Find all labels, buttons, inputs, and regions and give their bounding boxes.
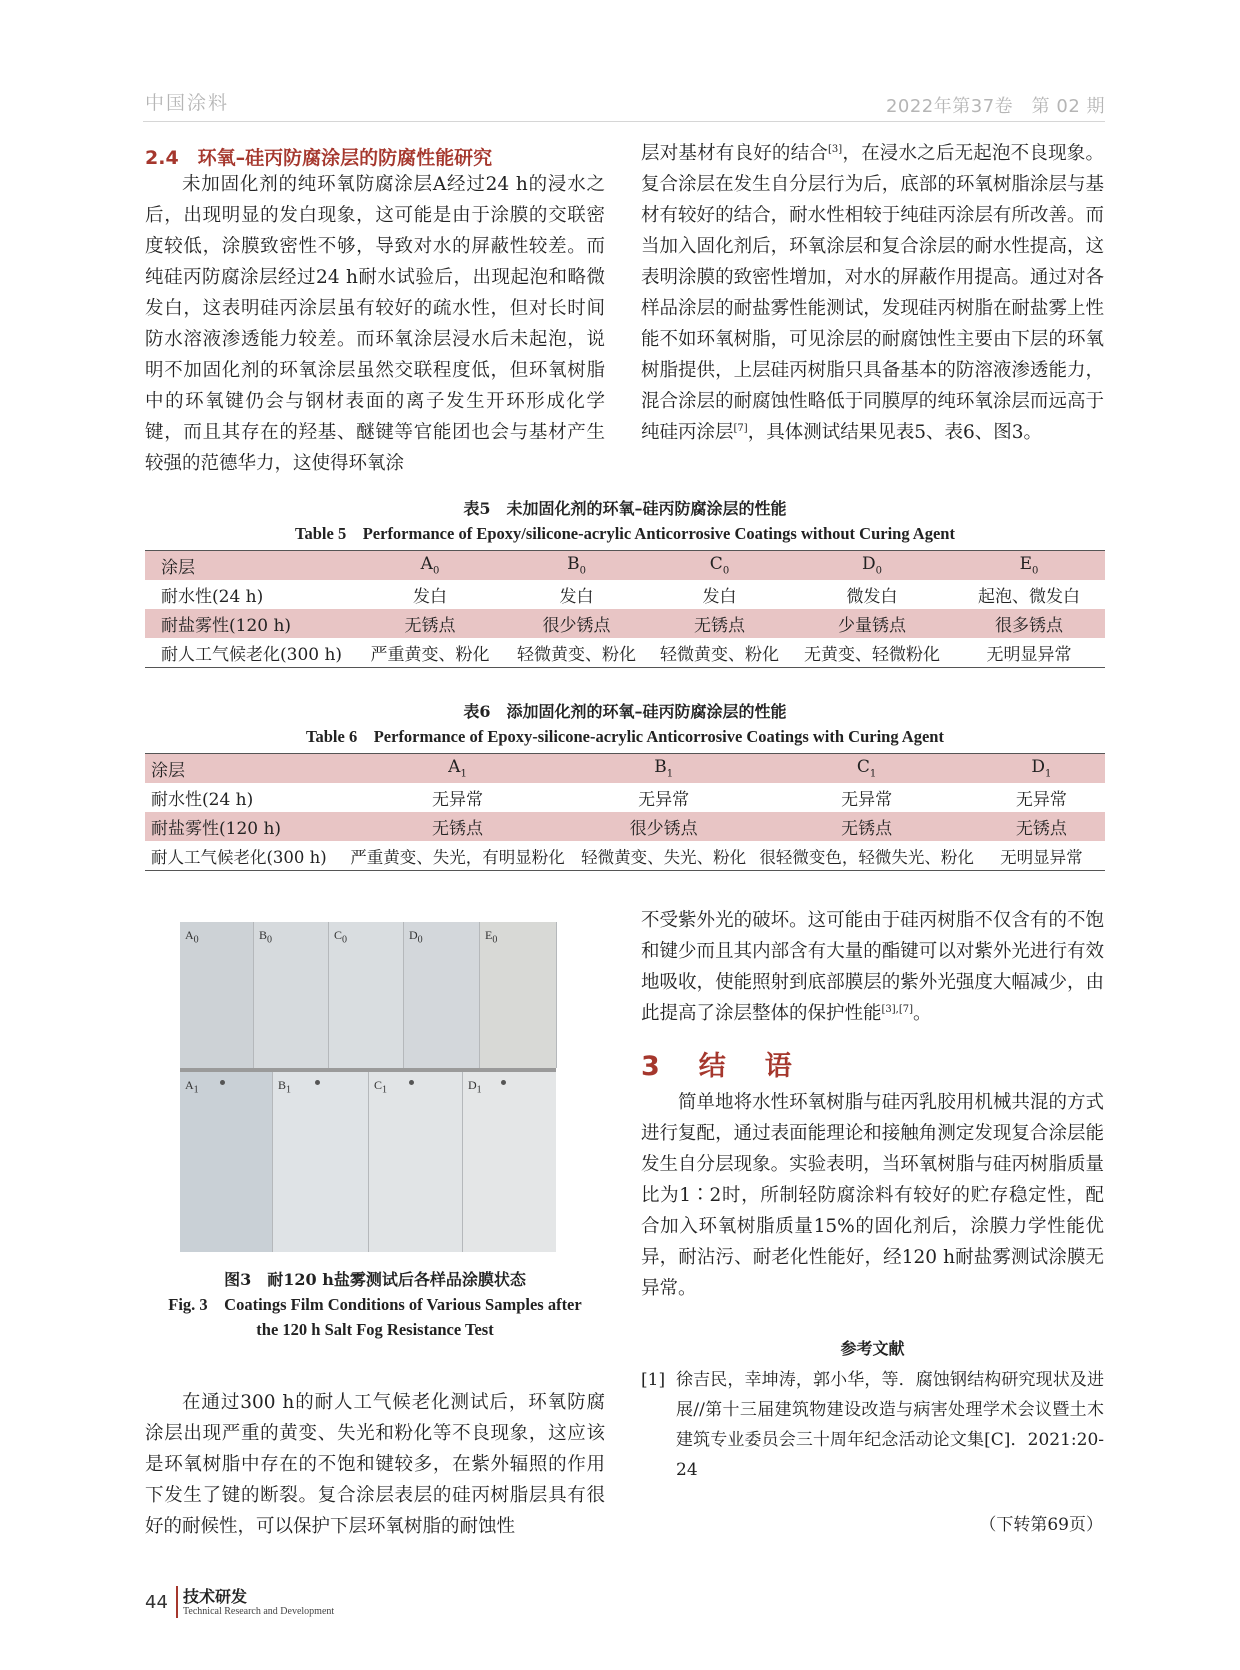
section-title-2-4: 2.4 环氧–硅丙防腐涂层的防腐性能研究 [145, 147, 493, 169]
table5-header-label: 涂层 [145, 551, 355, 581]
header-rule [143, 121, 1105, 122]
footer-divider [176, 1586, 178, 1618]
sample-panel-e0: $E_0$ [480, 922, 557, 1068]
reference-num-1: [1] [641, 1370, 666, 1390]
table-row: 耐人工气候老化(300 h) 严重黄变、失光，有明显粉化 轻微黄变、失光、粉化 很轻微变色，轻微失光、粉化 无明显异常 [145, 841, 1105, 871]
reference-text-1: 徐吉民，幸坤涛，郭小华，等．腐蚀钢结构研究现状及进展//第十三届建筑物建设改造与病害处理学术会议暨土木建筑专业委员会三十周年纪念活动论文集[C]．2021:20-24 [676, 1370, 1104, 1480]
table6-col-d1: $D_1$ [978, 754, 1105, 784]
sample-panel-c1: $C_1$ [369, 1072, 463, 1252]
page-number: 44 [145, 1592, 168, 1613]
table5-col-d0: $D_0$ [791, 551, 953, 581]
table5-header-row [145, 551, 1105, 581]
table6-col-a1: $A_1$ [343, 754, 572, 784]
table-row: 耐水性(24 h) 发白 发白 发白 微发白 起泡、微发白 [161, 587, 1080, 607]
sample-panel-a0: $A_0$ [180, 922, 254, 1068]
sample-panel-d1: $D_1$ [463, 1072, 556, 1252]
table6 [145, 753, 1105, 871]
paragraph-left-top: 未加固化剂的纯环氧防腐涂层A经过24 h的浸水之后，出现明显的发白现象，这可能是由于涂膜的交联密度较低，涂膜致密性不够，导致对水的屏蔽性较差。而纯硅丙防腐涂层经过24 h耐水试验后，出现起泡和略微发白，这表明硅丙涂层虽有较好的疏水性，但对长时间防水溶液渗透能力较差。而环氧涂层浸水后未起泡，说明不加固化剂的环氧涂层虽然交联程度低，但环氧树脂中的环氧键仍会与钢材表面的离子发生开环形成化学键，而且其存在的羟基、醚键等官能团也会与基材产生较强的范德华力，这使得环氧涂 [145, 174, 605, 474]
sample-panel-b0: $B_0$ [254, 922, 329, 1068]
table6-col-c1: $C_1$ [755, 754, 978, 784]
continued-note: （下转第69页） [979, 1515, 1103, 1535]
table6-col-b1: $B_1$ [572, 754, 755, 784]
table5-col-b0: $B_0$ [505, 551, 648, 581]
figure3-caption-en-line1: Fig. 3 Coatings Film Conditions of Various Samples after [168, 1295, 582, 1314]
footer-section-cn: 技术研发 [183, 1587, 248, 1606]
table5-caption-en: Table 5 Performance of Epoxy/silicone-acrylic Anticorrosive Coatings without Curing Agent [295, 524, 955, 543]
sample-panel-b1: $B_1$ [273, 1072, 369, 1252]
references-title: 参考文献 [840, 1339, 905, 1358]
table5 [145, 550, 1105, 668]
table5-col-a0: $A_0$ [355, 551, 505, 581]
table5-col-c0: $C_0$ [648, 551, 791, 581]
figure3-photo [180, 922, 556, 1252]
paragraph-left-bottom: 在通过300 h的耐人工气候老化测试后，环氧防腐涂层出现严重的黄变、失光和粉化等不良现象，这应该是环氧树脂中存在的不饱和键较多，在紫外辐照的作用下发生了键的断裂。复合涂层表层的硅丙树脂层具有很好的耐候性，可以保护下层环氧树脂的耐蚀性 [145, 1392, 605, 1537]
table6-header-label: 涂层 [145, 754, 343, 784]
sample-panel-a1: $A_1$ [180, 1072, 273, 1252]
figure3-caption-en-line2: the 120 h Salt Fog Resistance Test [256, 1320, 494, 1339]
footer-section-en: Technical Research and Development [183, 1606, 335, 1617]
table-row: 耐人工气候老化(300 h) 严重黄变、粉化 轻微黄变、粉化 轻微黄变、粉化 无黄变、轻微粉化 无明显异常 [145, 638, 1105, 668]
table-row: 耐盐雾性(120 h) 无锈点 很少锈点 无锈点 少量锈点 很多锈点 [145, 609, 1105, 638]
paragraph-conclusion: 简单地将水性环氧树脂与硅丙乳胶用机械共混的方式进行复配，通过表面能理论和接触角测定发现复合涂层能发生自分层现象。实验表明，当环氧树脂与硅丙树脂质量比为1∶2时，所制轻防腐涂料有较好的贮存稳定性，配合加入环氧树脂质量15%的固化剂后，涂膜力学性能优异，耐沾污、耐老化性能好，经120 h耐盐雾测试涂膜无异常。 [641, 1092, 1104, 1299]
table5-col-e0: $E_0$ [953, 551, 1105, 581]
paragraph-right-top: 层对基材有良好的结合[3]，在浸水之后无起泡不良现象。复合涂层在发生自分层行为后，底部的环氧树脂涂层与基材有较好的结合，耐水性相较于纯硅丙涂层有所改善。而当加入固化剂后，环氧涂层和复合涂层的耐水性提高，这表明涂膜的致密性增加，对水的屏蔽作用提高。通过对各样品涂层的耐盐雾性能测试，发现硅丙树脂在耐盐雾上性能不如环氧树脂，可见涂层的耐腐蚀性主要由下层的环氧树脂提供，上层硅丙树脂只具备基本的防溶液渗透能力，混合涂层的耐腐蚀性略低于同膜厚的纯环氧涂层而远高于纯硅丙涂层[7]，具体测试结果见表5、表6、图3。 [641, 143, 1104, 443]
sample-panel-c0: $C_0$ [329, 922, 404, 1068]
table6-caption-cn: 表6 添加固化剂的环氧–硅丙防腐涂层的性能 [463, 702, 787, 721]
table6-caption-en: Table 6 Performance of Epoxy-silicone-acrylic Anticorrosive Coatings with Curing Agent [306, 727, 944, 746]
journal-name: 中国涂料 [145, 92, 230, 114]
citation: [3],[7] [881, 1003, 914, 1015]
issue-info: 2022年第37卷 第 02 期 [885, 96, 1105, 117]
paragraph-right-continued: 不受紫外光的破坏。这可能由于硅丙树脂不仅含有的不饱和键少而且其内部含有大量的酯键可以对紫外光进行有效地吸收，使能照射到底部膜层的紫外光强度大幅减少，由此提高了涂层整体的保护性能[3],[7]。 [641, 910, 1104, 1024]
table6-header-row [145, 754, 1105, 784]
sample-panel-d0: $D_0$ [404, 922, 480, 1068]
figure3-caption-cn: 图3 耐120 h盐雾测试后各样品涂膜状态 [224, 1270, 526, 1289]
citation: [3] [828, 143, 843, 155]
table-row: 耐水性(24 h) 无异常 无异常 无异常 无异常 [151, 790, 1067, 810]
table-row: 耐盐雾性(120 h) 无锈点 很少锈点 无锈点 无锈点 [145, 812, 1105, 841]
table5-caption-cn: 表5 未加固化剂的环氧–硅丙防腐涂层的性能 [463, 499, 787, 518]
section-title-3: 3 结 语 [641, 1051, 798, 1082]
citation: [7] [733, 422, 748, 434]
